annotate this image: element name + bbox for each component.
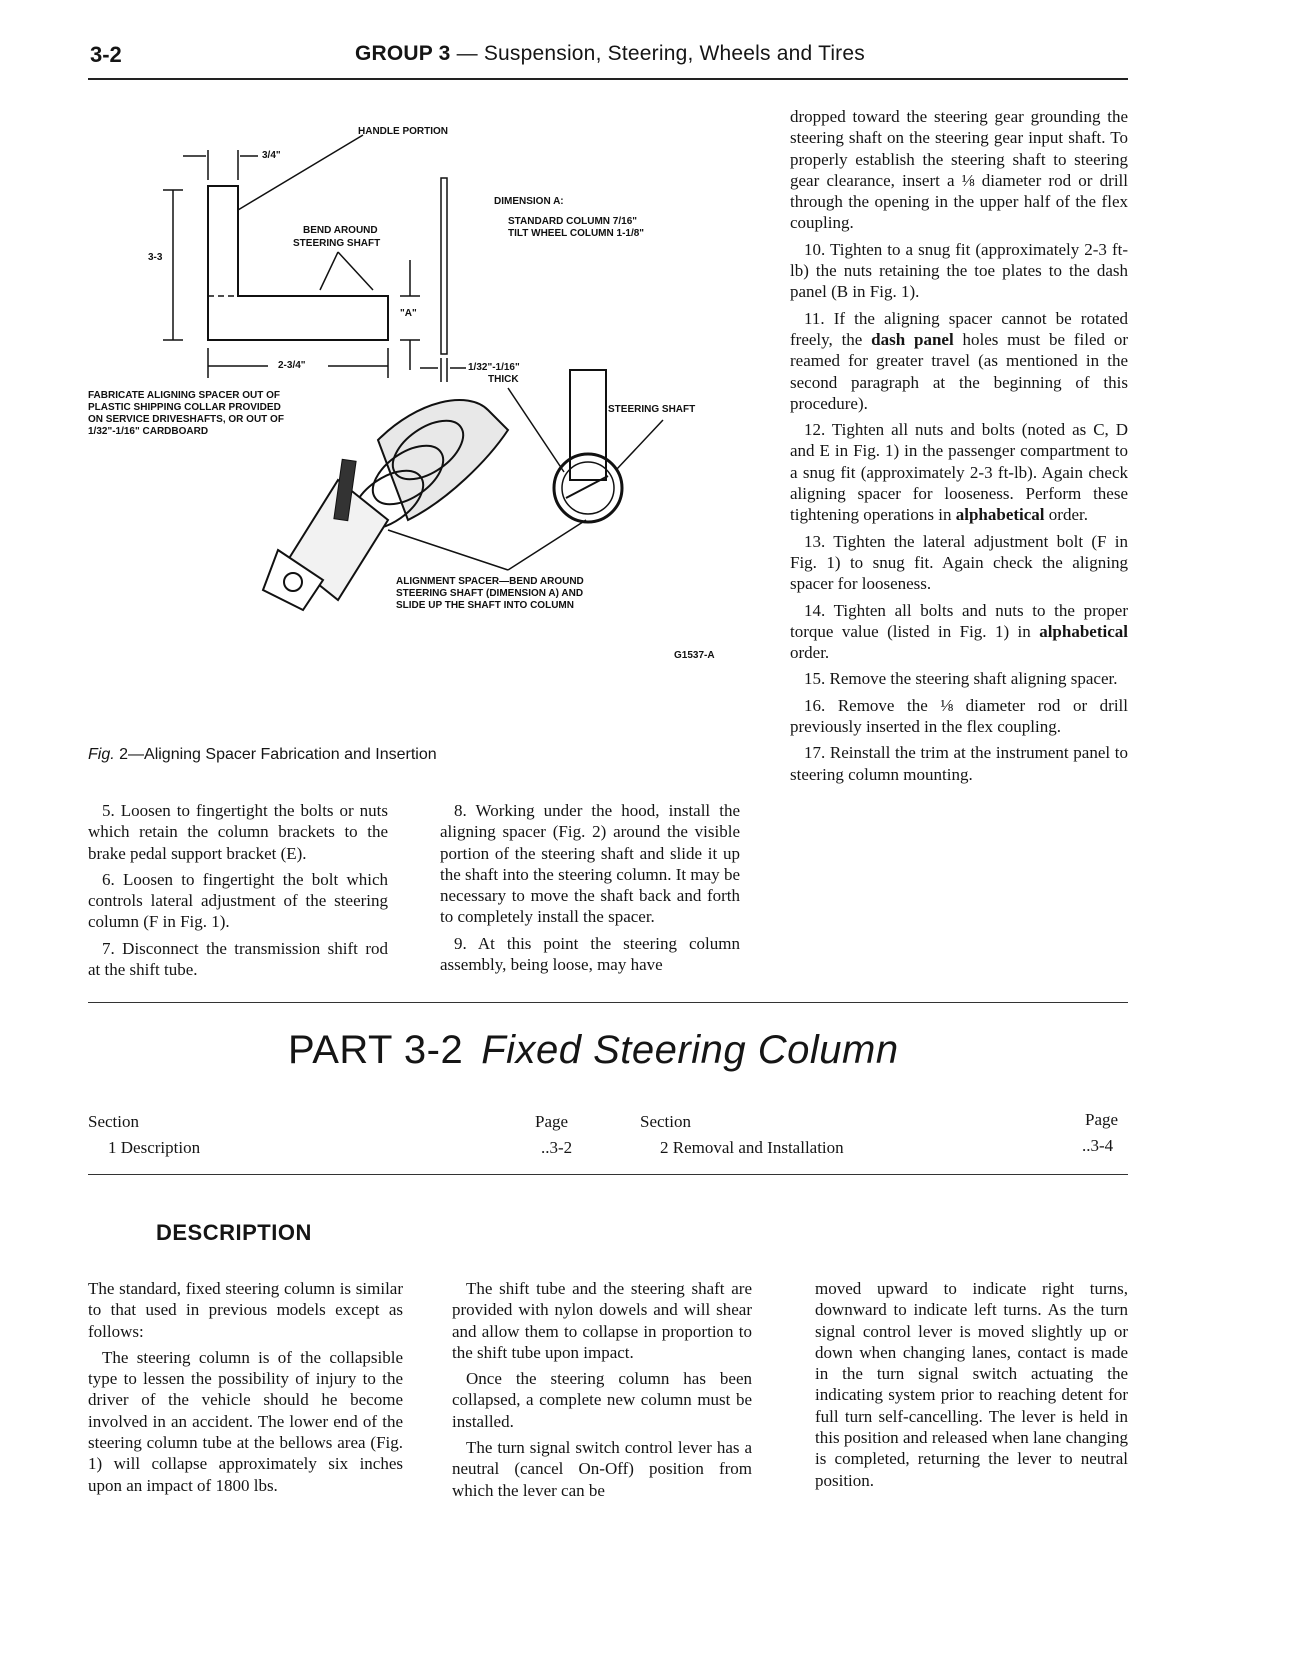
header-subtitle: — Suspension, Steering, Wheels and Tires <box>450 42 865 65</box>
label-three-quarter: 3/4" <box>262 150 281 161</box>
label-a-mark: "A" <box>400 308 417 319</box>
part-heading <box>288 1028 899 1073</box>
thickness-strip <box>441 178 447 354</box>
steps-column-2 <box>440 800 740 975</box>
description-column-2 <box>452 1278 752 1501</box>
label-handle-portion: HANDLE PORTION <box>358 126 448 137</box>
toc-page-header-1: Page <box>535 1112 569 1131</box>
toc-item-1-page[interactable]: ..3-2 <box>541 1138 573 1157</box>
step-14 <box>790 600 1128 664</box>
label-thickness-2: THICK <box>488 374 519 385</box>
description-turn-signal: The turn signal switch control lever has a neutral (cancel On-Off) position from which the lever can be <box>452 1438 752 1500</box>
label-spacer-1: ALIGNMENT SPACER—BEND AROUND <box>396 576 584 587</box>
figure-caption-text: 2—Aligning Spacer Fabrication and Insertion <box>114 746 437 763</box>
label-fabricate-4: 1/32"-1/16" CARDBOARD <box>88 426 209 437</box>
label-dimension-a-tilt: TILT WHEEL COLUMN 1-1/8" <box>508 228 645 239</box>
shaft-circle <box>554 454 622 522</box>
step-14-emphasis: alphabetical <box>1039 621 1128 641</box>
description-column-1 <box>88 1278 403 1496</box>
step-12-text-c: order. <box>1044 505 1088 525</box>
running-header <box>355 42 865 66</box>
toc-page-header-2: Page <box>1085 1110 1119 1129</box>
toc-divider <box>88 1174 1128 1175</box>
step-17: 17. Reinstall the trim at the instrument panel to steering column mounting. <box>790 743 1128 784</box>
description-collapsible: The steering column is of the collapsible type to lessen the possibility of injury to the driver of the vehicle should he become involved in an accident. The lower end of the steering column tube at the bellows area (Fig. 1) will collapse approximately six inches upon an impact of 1800 lbs. <box>88 1347 403 1495</box>
label-fabricate-1: FABRICATE ALIGNING SPACER OUT OF <box>88 390 281 401</box>
part-title: Fixed Steering Column <box>481 1028 899 1072</box>
step-10: 10. Tighten to a snug fit (approximately 2-3 ft-lb) the nuts retaining the toe plates to the dash panel (B in Fig. 1). <box>790 239 1128 302</box>
step-5: 5. Loosen to fingertight the bolts or nuts which retain the column brackets to the brake pedal support bracket (E). <box>88 801 388 863</box>
figure-id: G1537-A <box>674 650 715 661</box>
toc-section-header-1: Section <box>88 1112 139 1131</box>
part-number: PART 3-2 <box>288 1028 464 1072</box>
page-number: 3-2 <box>90 42 122 67</box>
step-9-continued: dropped toward the steering gear grounding the steering shaft on the steering gear input shaft. To properly establish the steering shaft to steering gear clearance, insert a ⅛ diameter rod or drill through the opening in the upper half of the flex coupling. <box>790 107 1128 233</box>
step-16: 16. Remove the ⅛ diameter rod or drill previously inserted in the flex coupling. <box>790 695 1128 737</box>
step-6: 6. Loosen to fingertight the bolt which controls lateral adjustment of the steering column (F in Fig. 1). <box>88 869 388 932</box>
handle-leader <box>238 135 363 210</box>
header-rule <box>88 78 1128 80</box>
label-spacer-2: STEERING SHAFT (DIMENSION A) AND <box>396 588 584 599</box>
step-12 <box>790 419 1128 525</box>
step-11-text-a: 11. If the aligning spacer cannot be rotated freely, the <box>790 308 1128 349</box>
figure-caption-prefix: Fig. <box>88 746 115 763</box>
label-steering-shaft-a: STEERING SHAFT <box>293 238 381 249</box>
description-replacement: Once the steering column has been collapsed, a complete new column must be installed. <box>452 1369 752 1431</box>
toc-section-header-2: Section <box>640 1112 691 1131</box>
step-11 <box>790 308 1128 414</box>
steps-column-1 <box>88 800 388 980</box>
steps-column-3 <box>790 106 1128 785</box>
step-13: 13. Tighten the lateral adjustment bolt (F in Fig. 1) to snug fit. Again check the aligning spacer for looseness. <box>790 531 1128 594</box>
toc-item-1-name[interactable]: 1 Description <box>108 1138 201 1157</box>
figure-2 <box>88 100 768 700</box>
description-lane-change: moved upward to indicate right turns, downward to indicate left turns. As the turn signal control lever is moved slightly up or down when changing lanes, contact is made in the turn signal switch actuating the indicating system prior to reaching detent for full turn self-cancelling. The lever is held in this position and released when lane changing is completed, returning the lever to neutral position. <box>815 1279 1128 1490</box>
step-14-text-c: order. <box>790 643 830 663</box>
section-divider <box>88 1002 1128 1003</box>
label-bend-around: BEND AROUND <box>303 225 378 236</box>
step-9: 9. At this point the steering column assembly, being loose, may have <box>440 933 740 975</box>
step-14-text-a: 14. Tighten all bolts and nuts to the proper torque value (listed in Fig. 1) in <box>790 600 1128 641</box>
figure-caption <box>88 746 437 764</box>
label-height: 3-3 <box>148 252 163 263</box>
label-dimension-a-standard: STANDARD COLUMN 7/16" <box>508 216 638 227</box>
description-heading: DESCRIPTION <box>156 1220 312 1245</box>
label-dimension-a: DIMENSION A: <box>494 196 564 207</box>
toc-item-2-name[interactable]: 2 Removal and Installation <box>660 1138 844 1157</box>
step-7: 7. Disconnect the transmission shift rod at the shift tube. <box>88 938 388 980</box>
step-15: 15. Remove the steering shaft aligning spacer. <box>804 669 1118 689</box>
description-column-3 <box>815 1278 1128 1491</box>
step-11-emphasis: dash panel <box>871 329 954 349</box>
label-width: 2-3/4" <box>278 360 306 371</box>
step-12-text-a: 12. Tighten all nuts and bolts (noted as C, D and E in Fig. 1) in the passenger compartment to a snug fit (approximately 2-3 ft-lb). Again check aligning spacer for looseness. Perform these tightening operations in <box>790 420 1128 525</box>
label-fabricate-3: ON SERVICE DRIVESHAFTS, OR OUT OF <box>88 414 284 425</box>
step-11-text-c: holes must be filed or reamed for greater travel (as mentioned in the second paragraph at the beginning of this procedure). <box>790 329 1128 413</box>
spacer-outline <box>208 186 388 340</box>
group-label: GROUP 3 <box>355 42 451 65</box>
label-spacer-3: SLIDE UP THE SHAFT INTO COLUMN <box>396 600 574 611</box>
label-fabricate-2: PLASTIC SHIPPING COLLAR PROVIDED <box>88 402 281 413</box>
step-8: 8. Working under the hood, install the aligning spacer (Fig. 2) around the visible portion of the steering shaft and slide it up the shaft into the steering column. It may be necessary to move the shaft back and forth to completely install the spacer. <box>440 801 740 927</box>
label-thickness-1: 1/32"-1/16" <box>468 362 520 373</box>
label-steering-shaft-b: STEERING SHAFT <box>608 404 696 415</box>
step-12-emphasis: alphabetical <box>955 505 1045 525</box>
description-intro: The standard, fixed steering column is similar to that used in previous models except as follows: <box>88 1279 403 1341</box>
description-dowels: The shift tube and the steering shaft are provided with nylon dowels and will shear and allow them to collapse in proportion to the shift tube upon impact. <box>452 1279 752 1362</box>
shaft-detail <box>570 370 606 480</box>
toc-item-2-page[interactable]: ..3-4 <box>1082 1136 1114 1155</box>
